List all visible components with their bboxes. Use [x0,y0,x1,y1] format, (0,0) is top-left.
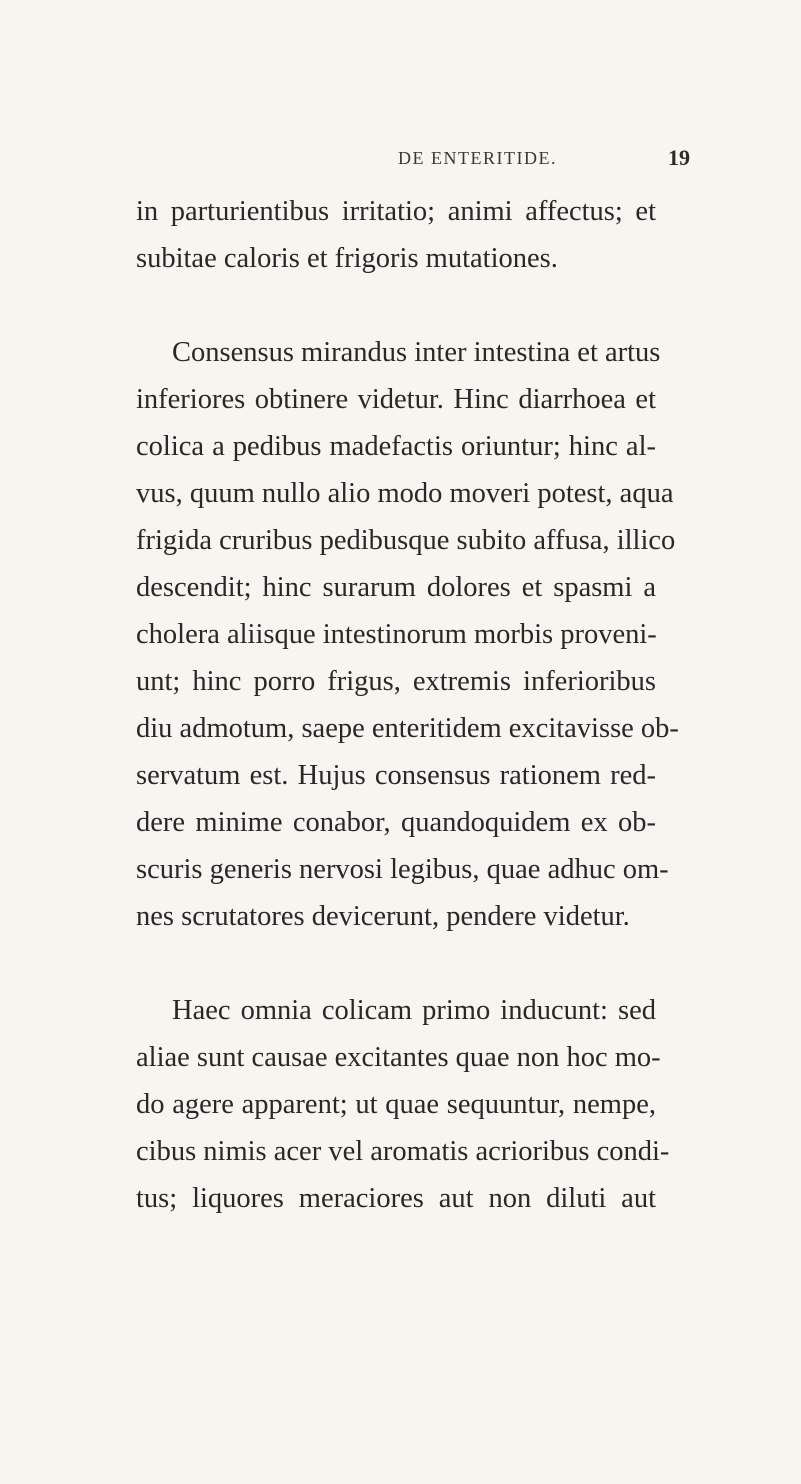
text-line: cibus nimis acer vel aromatis acrioribus condi- [136,1136,670,1167]
text-line: scuris generis nervosi legibus, quae adhuc om- [136,854,669,885]
text-line: frigida cruribus pedibusque subito affusa, illico [136,525,676,556]
text-line: aliae sunt causae excitantes quae non hoc mo- [136,1042,661,1073]
text-line: tus; liquores meraciores aut non diluti aut [136,1183,656,1214]
text-line: subitae caloris et frigoris mutationes. [136,243,558,274]
text-line: nes scrutatores devicerunt, pendere videtur. [136,901,630,932]
text-line: vus, quum nullo alio modo moveri potest, aqua [136,478,674,509]
page-header [0,145,801,180]
text-line: dere minime conabor, quandoquidem ex ob- [136,807,656,838]
paragraph-gap [136,940,656,987]
running-title: DE ENTERITIDE. [398,148,557,168]
text-line: diu admotum, saepe enteritidem excitavisse ob- [136,713,679,744]
text-line: Consensus mirandus inter intestina et artus [172,337,661,368]
text-line: cholera aliisque intestinorum morbis proveni- [136,619,657,650]
text-line: Haec omnia colicam primo inducunt: sed [172,995,656,1026]
body-text [136,188,679,1222]
text-line: servatum est. Hujus consensus rationem red- [136,760,656,791]
paragraph-gap [136,282,656,329]
text-line: descendit; hinc surarum dolores et spasmi a [136,572,656,603]
text-line: colica a pedibus madefactis oriuntur; hinc al- [136,431,656,462]
page-number: 19 [668,145,690,170]
text-line: inferiores obtinere videtur. Hinc diarrhoea et [136,384,656,415]
text-line: do agere apparent; ut quae sequuntur, nempe, [136,1089,656,1120]
text-line: unt; hinc porro frigus, extremis inferioribus [136,666,656,697]
text-line: in parturientibus irritatio; animi affectus; et [136,196,656,227]
